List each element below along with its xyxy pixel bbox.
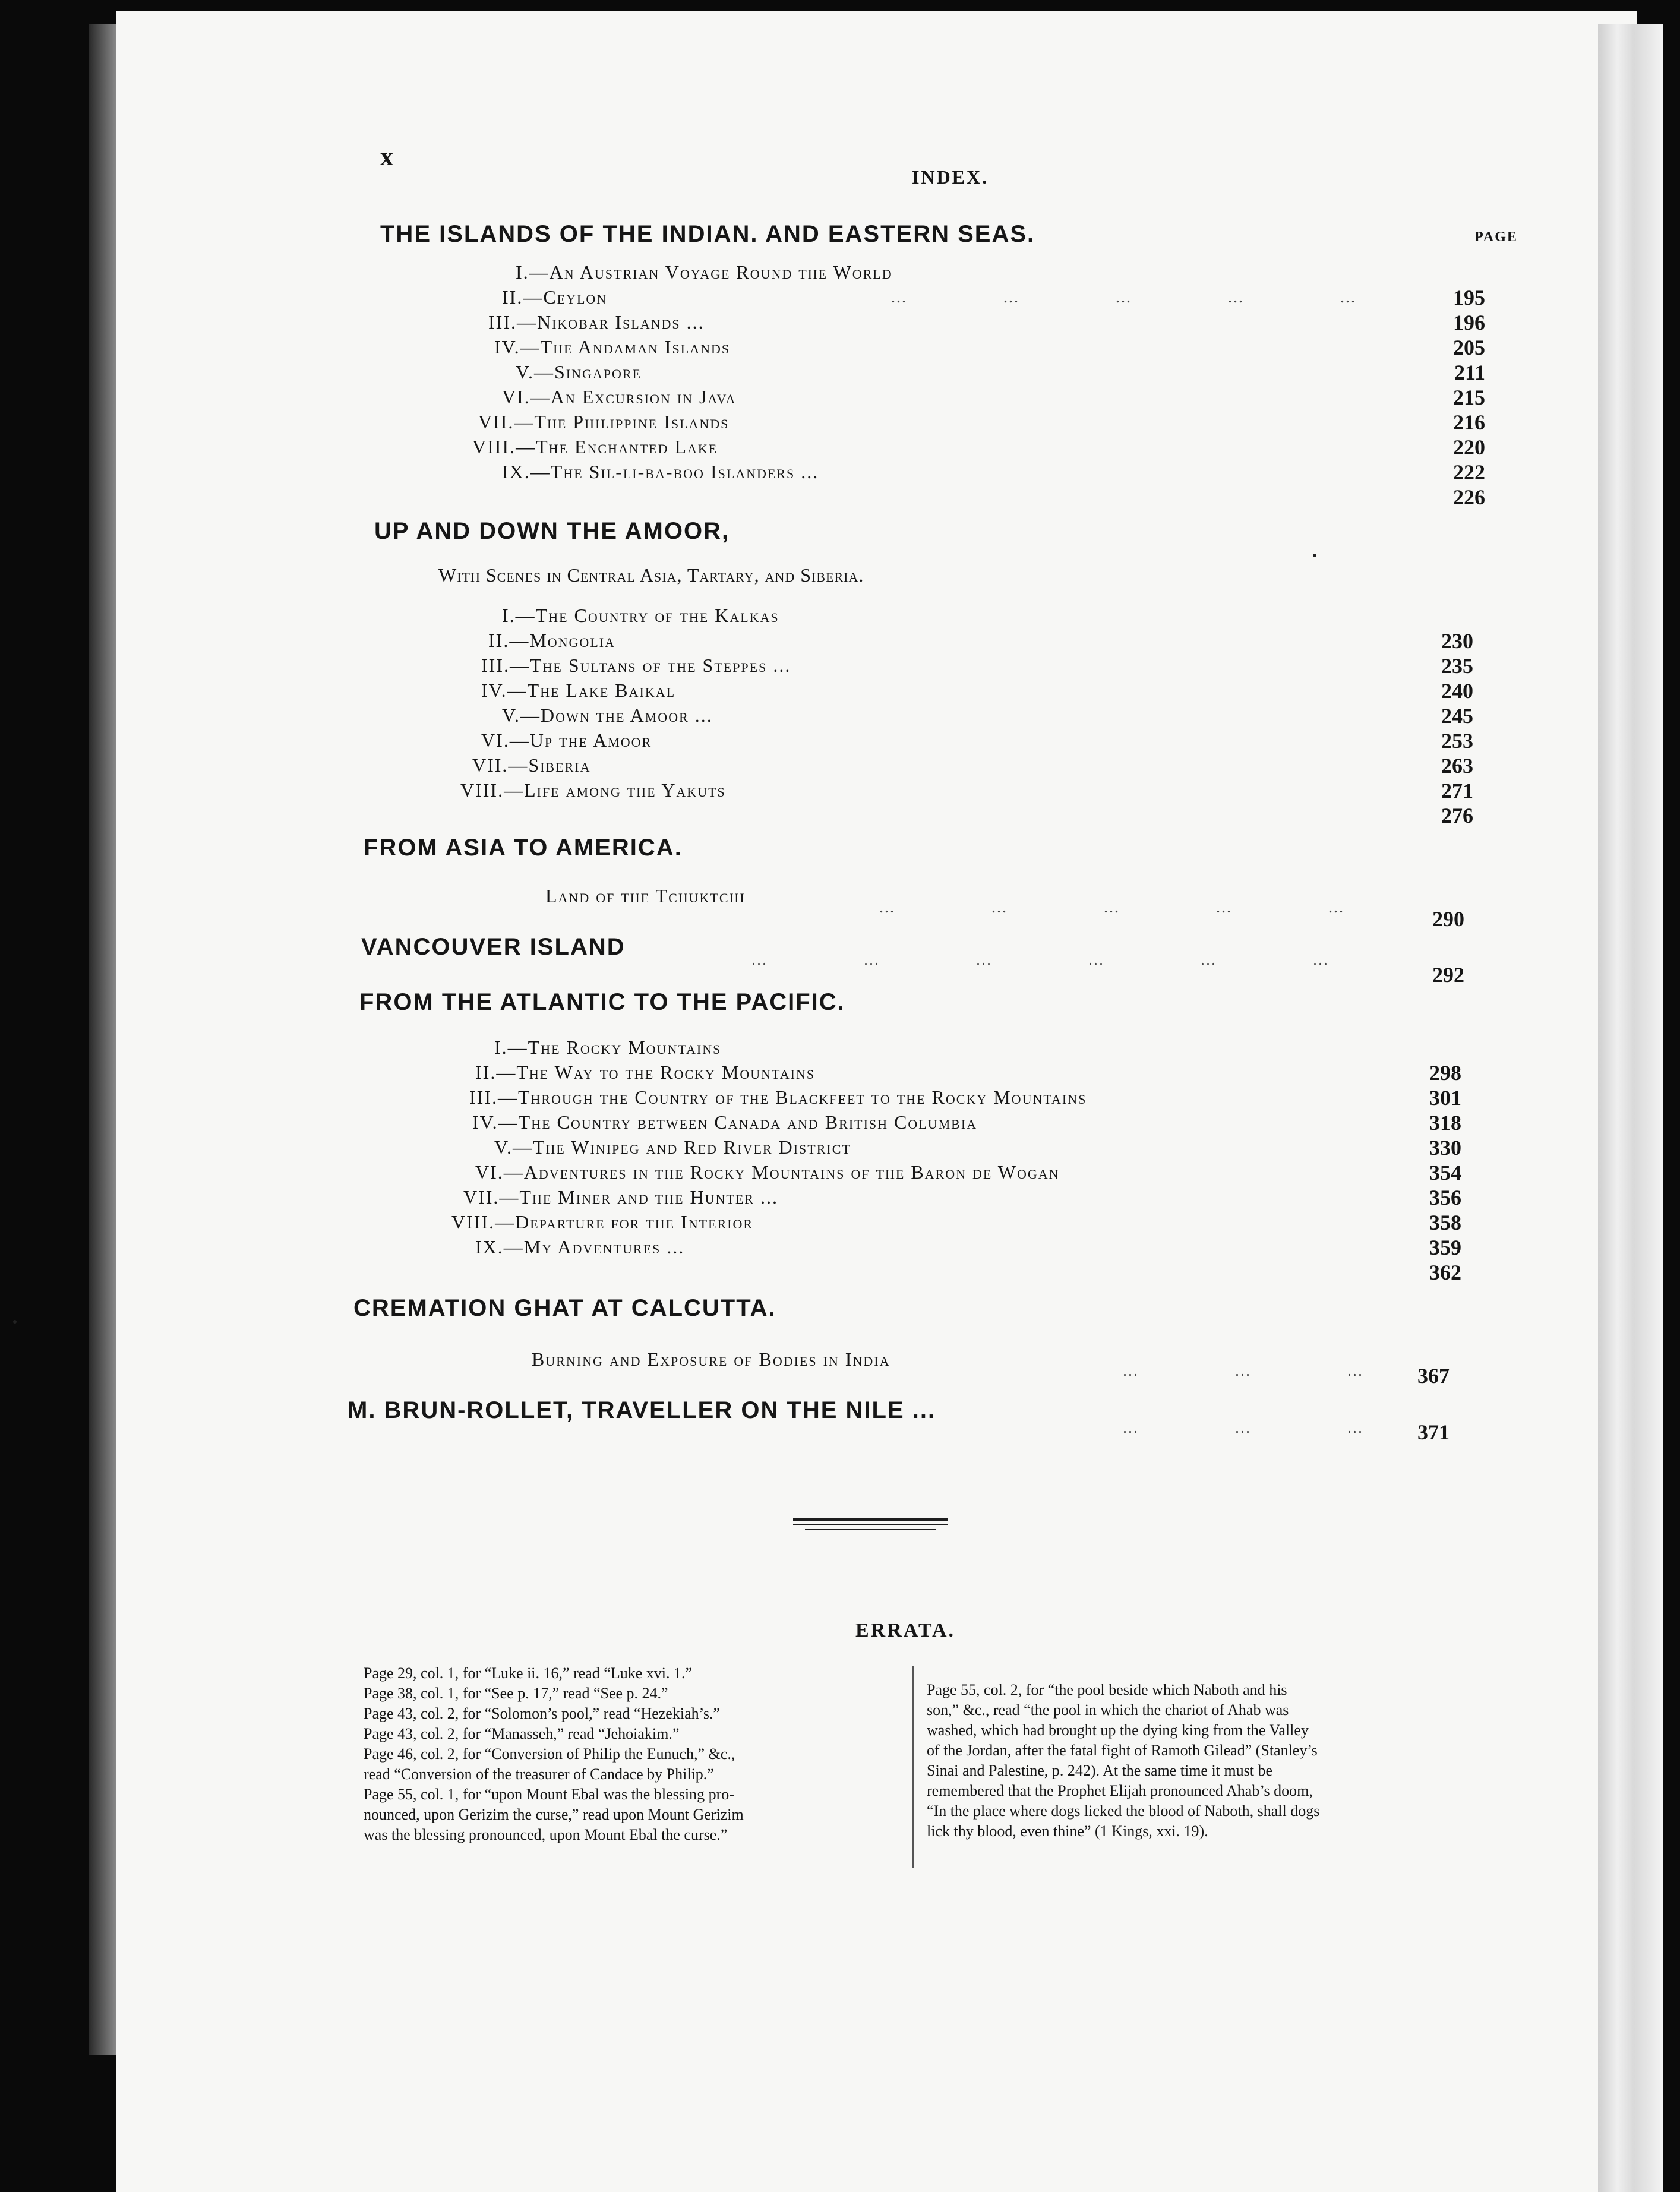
index-entry: I.—The Country of the Kalkas — [502, 605, 779, 626]
errata-line: Page 38, col. 1, for “See p. 17,” read “See p. 24.” — [364, 1685, 668, 1702]
page-number: 356 — [1429, 1186, 1461, 1209]
page-number: 211 — [1454, 361, 1485, 384]
page-number: 271 — [1441, 779, 1473, 803]
index-entry: Land of the Tchuktchi — [545, 885, 746, 907]
page-number: 318 — [1429, 1111, 1461, 1135]
page-number: 226 — [1453, 485, 1485, 509]
errata-line: washed, which had brought up the dying king from the Valley — [927, 1722, 1309, 1739]
errata-title: ERRATA. — [855, 1619, 956, 1641]
page-number: 230 — [1441, 629, 1473, 653]
page-number: 245 — [1441, 704, 1473, 728]
errata-line: Page 55, col. 2, for “the pool beside which Naboth and his — [927, 1681, 1287, 1698]
index-entry: VI.—An Excursion in Java — [502, 386, 737, 408]
errata-line: read “Conversion of the treasurer of Candace by Philip.” — [364, 1765, 714, 1783]
errata-line: Sinai and Palestine, p. 242). At the same time it must be — [927, 1762, 1273, 1779]
index-entry: I.—The Rocky Mountains — [494, 1037, 722, 1058]
section-title: M. BRUN-ROLLET, TRAVELLER ON THE NILE ... — [348, 1397, 936, 1423]
errata-line: Page 29, col. 1, for “Luke ii. 16,” read “Luke xvi. 1.” — [364, 1664, 693, 1682]
index-entry: IV.—The Lake Baikal — [481, 680, 676, 701]
page-number: 235 — [1441, 654, 1473, 678]
index-entry: VII.—The Philippine Islands — [478, 411, 730, 432]
index-entry: VI.—Up the Amoor — [481, 729, 652, 751]
next-page-edge — [1598, 24, 1663, 2192]
page-number: 362 — [1429, 1261, 1461, 1284]
page-number: 367 — [1417, 1364, 1450, 1388]
book-gutter-shadow — [89, 24, 116, 2055]
section-subtitle: With Scenes in Central Asia, Tartary, and Siberia. — [438, 564, 864, 586]
index-entry: IX.—The Sil-li-ba-boo Islanders ... — [502, 461, 819, 482]
errata-line: Page 55, col. 1, for “upon Mount Ebal was the blessing pro- — [364, 1786, 734, 1803]
page-number: 276 — [1441, 804, 1473, 827]
errata-right-column — [927, 1680, 1319, 1842]
errata-line: son,” &c., read “the pool in which the chariot of Ahab was — [927, 1701, 1289, 1719]
index-entry: V.—Singapore — [516, 361, 642, 383]
index-entry: IV.—The Andaman Islands — [494, 336, 731, 358]
index-entry: Burning and Exposure of Bodies in India — [532, 1348, 890, 1370]
page-number: 354 — [1429, 1161, 1461, 1185]
section-title: CREMATION GHAT AT CALCUTTA. — [353, 1295, 776, 1321]
page-number: 263 — [1441, 754, 1473, 778]
running-title: INDEX. — [912, 166, 989, 188]
errata-line: of the Jordan, after the fatal fight of Ramoth Gilead” (Stanley’s — [927, 1742, 1318, 1759]
page-number: 358 — [1429, 1211, 1461, 1234]
index-entry: VII.—Siberia — [472, 754, 591, 776]
separator-rule — [793, 1524, 948, 1525]
page-number: 371 — [1417, 1420, 1450, 1444]
errata-line: nounced, upon Gerizim the curse,” read upon Mount Gerizim — [364, 1806, 744, 1823]
errata-line: Page 43, col. 2, for “Manasseh,” read “Jehoiakim.” — [364, 1725, 680, 1742]
errata-left-column — [364, 1663, 744, 1845]
index-entry: VIII.—Life among the Yakuts — [460, 779, 726, 801]
index-entry: III.—Through the Country of the Blackfeet to the Rocky Mountains — [469, 1086, 1087, 1108]
errata-line: Page 46, col. 2, for “Conversion of Philip the Eunuch,” &c., — [364, 1745, 735, 1763]
section-title: FROM ASIA TO AMERICA. — [364, 835, 683, 861]
column-divider — [912, 1666, 914, 1868]
page-number: 359 — [1429, 1236, 1461, 1259]
scan-speck — [13, 1320, 17, 1324]
page-number: 222 — [1453, 460, 1485, 484]
index-entry: IX.—My Adventures ... — [475, 1236, 685, 1258]
page-number-roman: x — [380, 142, 393, 171]
index-entry: VIII.—Departure for the Interior — [451, 1211, 754, 1233]
section-title: FROM THE ATLANTIC TO THE PACIFIC. — [359, 989, 845, 1015]
page-column-label: PAGE — [1474, 229, 1518, 245]
section-title: VANCOUVER ISLAND — [361, 934, 626, 960]
section-title: UP AND DOWN THE AMOOR, — [374, 518, 730, 544]
index-entry: III.—The Sultans of the Steppes ... — [481, 655, 791, 676]
errata-line: “In the place where dogs licked the blood of Naboth, shall dogs — [927, 1802, 1320, 1820]
index-entry: II.—The Way to the Rocky Mountains — [475, 1062, 816, 1083]
index-entry: III.—Nikobar Islands ... — [488, 311, 705, 333]
errata-line: lick thy blood, even thine” (1 Kings, xxi. 19). — [927, 1823, 1208, 1840]
errata-line: Page 43, col. 2, for “Solomon’s pool,” read “Hezekiah’s.” — [364, 1705, 720, 1722]
index-entry: VII.—The Miner and the Hunter ... — [463, 1186, 778, 1208]
page-number: 301 — [1429, 1086, 1461, 1110]
page-number: 253 — [1441, 729, 1473, 753]
page-number: 240 — [1441, 679, 1473, 703]
index-entry: I.—An Austrian Voyage Round the World — [516, 261, 893, 283]
index-entry: VI.—Adventures in the Rocky Mountains of the Baron de Wogan — [475, 1161, 1060, 1183]
page-number: 195 — [1453, 286, 1485, 309]
index-entry: VIII.—The Enchanted Lake — [472, 436, 718, 457]
index-entry: II.—Ceylon — [502, 286, 608, 308]
page-number: 292 — [1432, 963, 1464, 987]
page-number: 330 — [1429, 1136, 1461, 1160]
page-number: 205 — [1453, 336, 1485, 359]
index-entry: V.—The Winipeg and Red River District — [494, 1136, 851, 1158]
scan-speck — [1313, 554, 1316, 557]
separator-rule — [793, 1518, 948, 1521]
page-number: 196 — [1453, 311, 1485, 334]
separator-rule — [805, 1529, 936, 1530]
page-number: 216 — [1453, 410, 1485, 434]
page-number: 290 — [1432, 907, 1464, 931]
page-number: 220 — [1453, 435, 1485, 459]
index-entry: II.—Mongolia — [488, 630, 615, 651]
section-title: THE ISLANDS OF THE INDIAN. AND EASTERN SEAS. — [380, 221, 1035, 247]
index-entry: V.—Down the Amoor ... — [502, 705, 713, 726]
page-number: 298 — [1429, 1061, 1461, 1085]
index-entry: IV.—The Country between Canada and British Columbia — [472, 1111, 978, 1133]
errata-line: remembered that the Prophet Elijah pronounced Ahab’s doom, — [927, 1782, 1313, 1799]
errata-line: was the blessing pronounced, upon Mount Ebal the curse.” — [364, 1826, 728, 1843]
page-number: 215 — [1453, 386, 1485, 409]
